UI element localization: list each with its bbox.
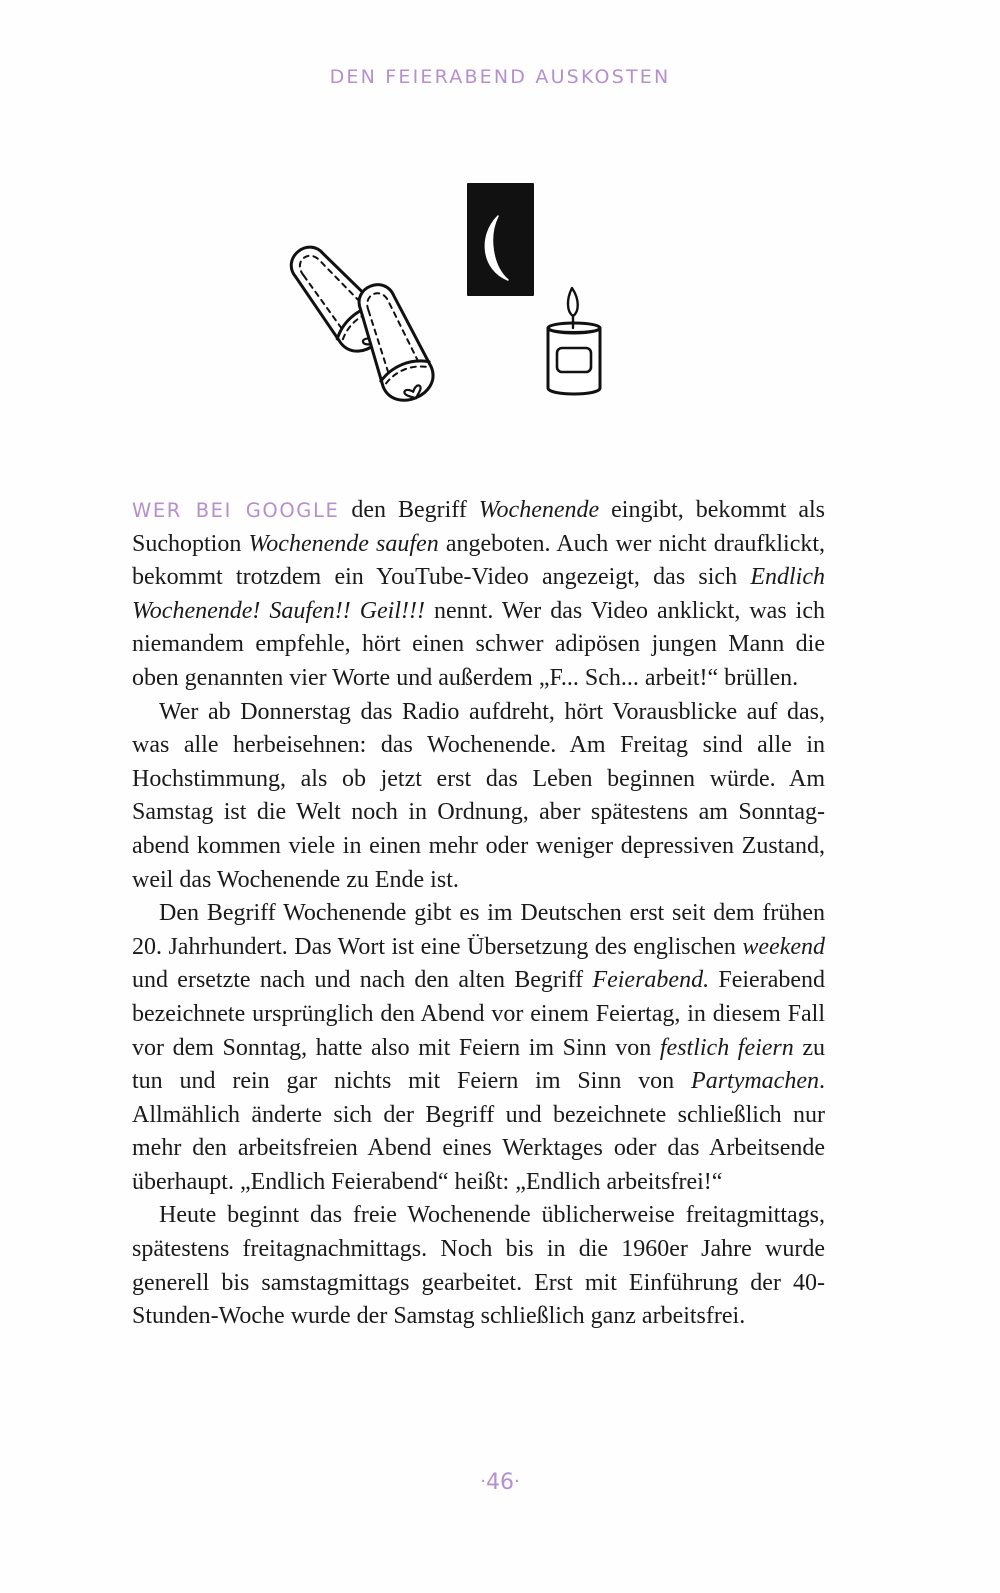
page-number: ·46· — [480, 1470, 520, 1495]
feierabend-illustration — [280, 178, 640, 450]
paragraph: Wer ab Donnerstag das Radio aufdreht, hört Vorausblicke auf das, was alle herbeisehnen: das Wochenende. Am Freitag sind alle in Hochstimmung, als ob jetzt erst das Leben beginnen würde. Am Samstag ist die Welt noch in Ordnung, aber spätestens am Sonntagabend kommen viele in einen mehr oder weniger depressiven Zustand, weil das Wochenende zu Ende ist. — [132, 698, 825, 893]
moon-card-icon — [468, 184, 533, 295]
paragraph: WER BEI GOOGLE den Begriff Wochenende eingibt, bekommt als Suchoption Wochenende saufen angeboten. Auch wer nicht draufklickt, bekommt trotzdem ein YouTube-Video angezeigt, das sich Endlich Wochenende! Saufen!! Geil!!! nennt. Wer das Video anklickt, was ich niemandem empfehle, hört einen schwer adipösen jungen Mann die oben genannten vier Worte und außerdem „F... Sch... arbeit!“ brüllen. — [132, 497, 826, 691]
running-head: DEN FEIERABEND AUSKOSTEN — [329, 66, 671, 88]
lead-in: WER BEI GOOGLE — [132, 499, 340, 522]
paragraph: Den Begriff Wochenende gibt es im Deutschen erst seit dem frühen 20. Jahrhundert. Das Wort ist eine Übersetzung des englischen weekend und ersetzte nach und nach den alten Begriff Feierabend. Feierabend bezeichnete ursprünglich den Abend vor einem Feiertag, in diesem Fall vor dem Sonntag, hatte also mit Feiern im Sinn von festlich feiern zu tun und rein gar nichts mit Feiern im Sinn von Partymachen. Allmählich änderte sich der Begriff und bezeichnete schließlich nur mehr den arbeitsfreien Abend eines Werktages oder das Arbeitsende überhaupt. „Endlich Feierabend“ heißt: „Endlich arbeitsfrei!“ — [132, 900, 826, 1195]
paragraph: Heute beginnt das freie Wochenende üblicherweise freitagmittags, spätestens freitagnachmittags. Noch bis in die 1960er Jahre wurde generell bis samstagmittags gearbeitet. Erst mit Einführung der 40-Stunden-Woche wurde der Samstag schließlich ganz arbeitsfrei. — [132, 1202, 825, 1330]
candle-icon — [548, 288, 600, 394]
body-text — [132, 494, 825, 1334]
